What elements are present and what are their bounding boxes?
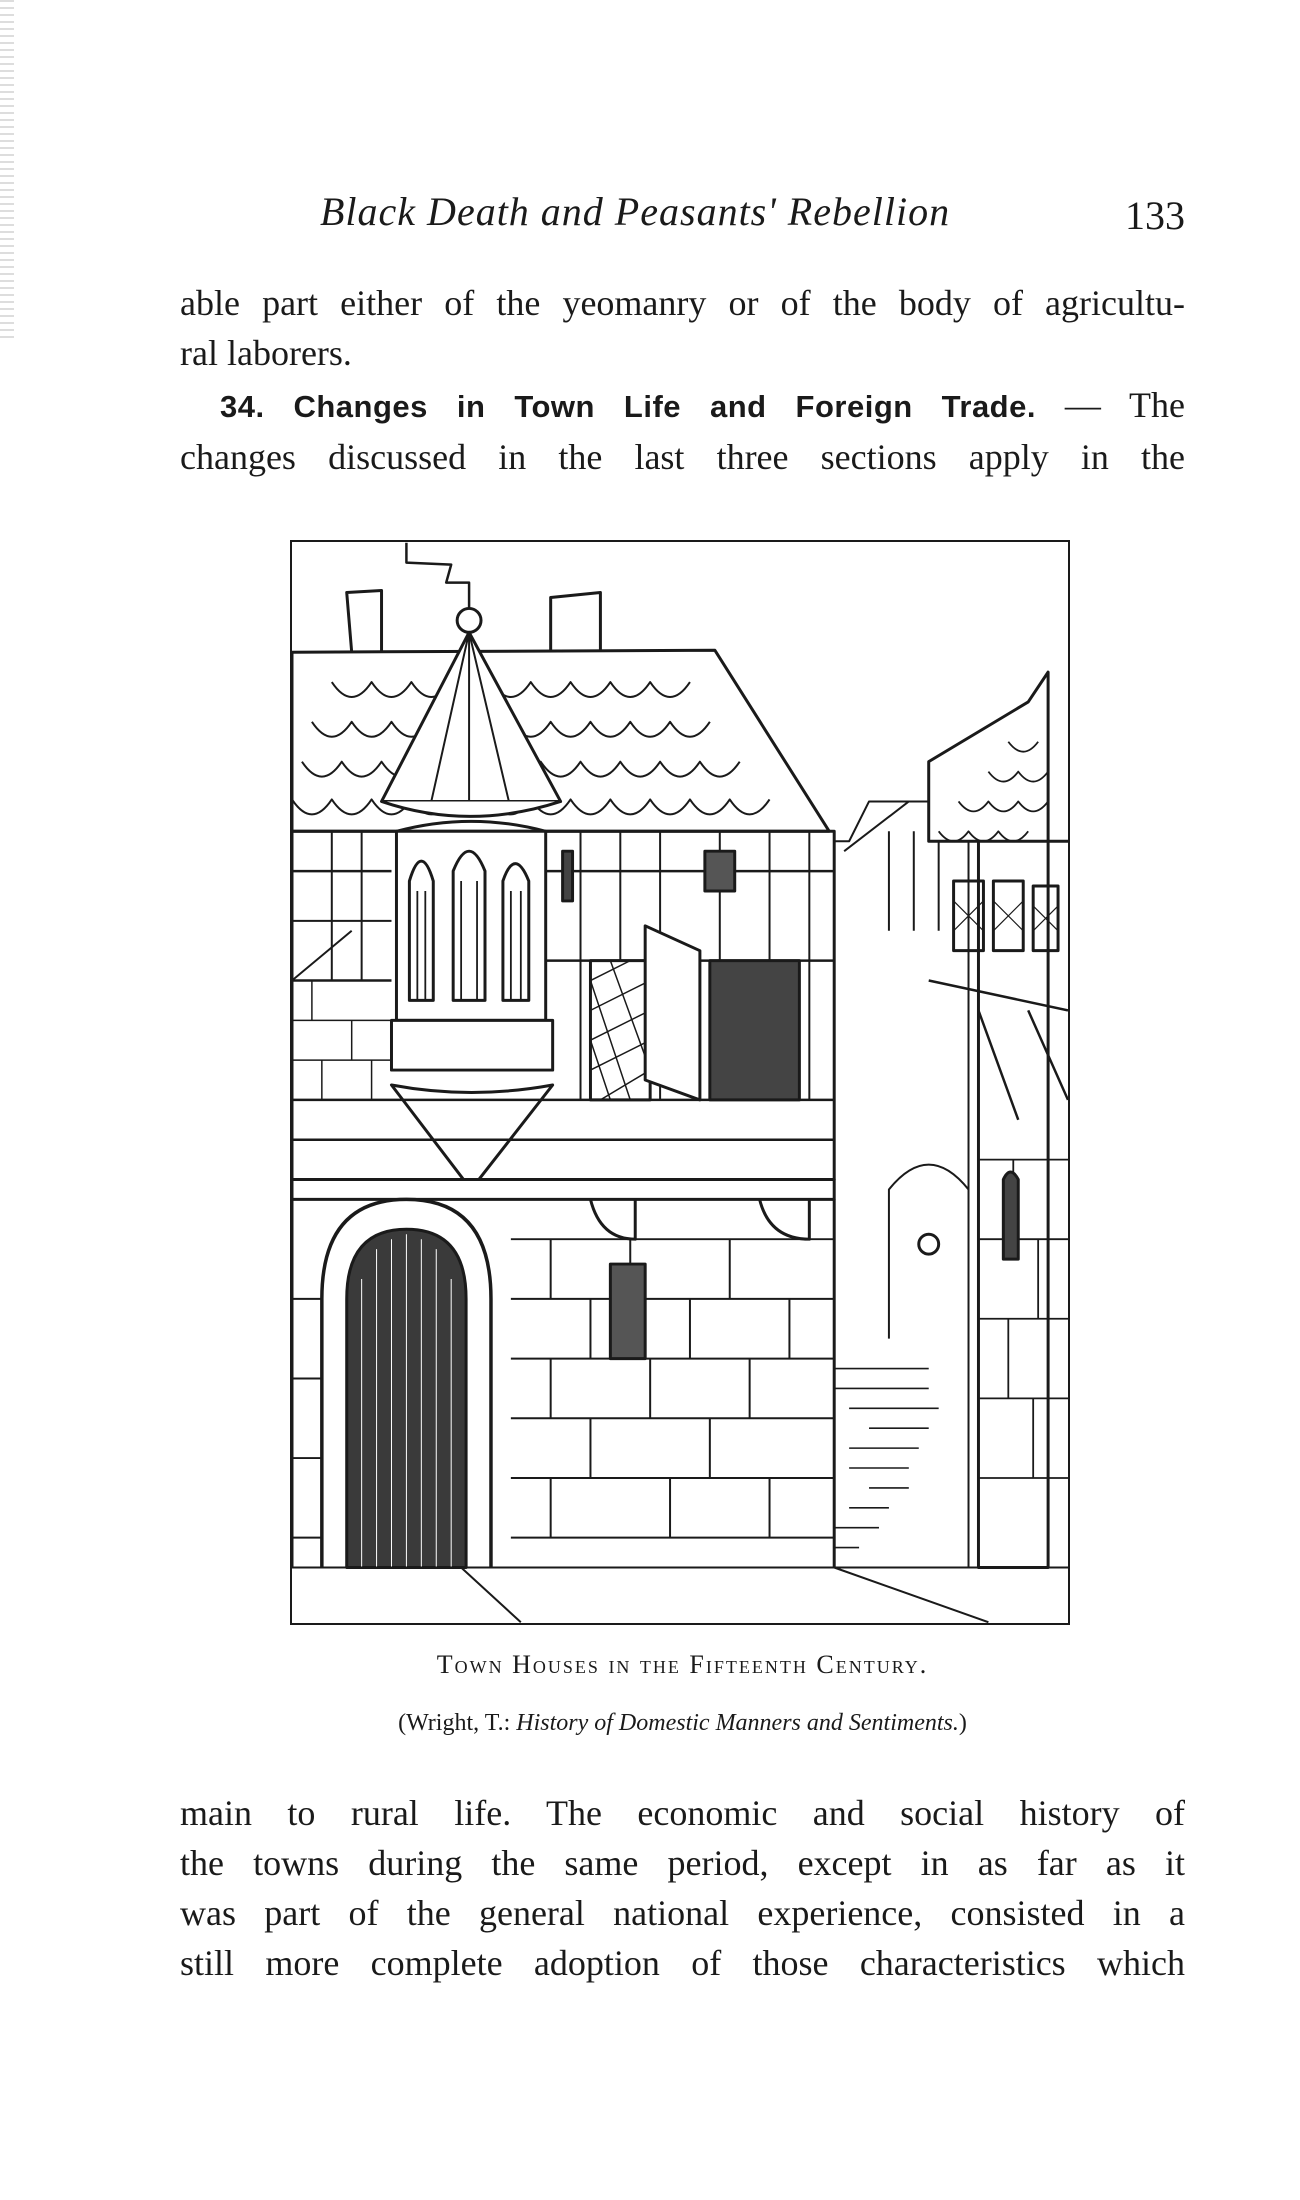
paragraph-continuation [180,278,1185,378]
figure-source-citation [180,1710,1185,1737]
section-title: Changes in Town Life and Foreign Trade. [293,389,1036,424]
page-number: 133 [1125,193,1185,238]
text-line: was part of the general national experience, consisted in a [180,1893,1185,1933]
text-line: changes discussed in the last three sections apply in the [180,437,1185,477]
running-head [180,188,1185,238]
text-line: able part either of the yeomanry or of the body of agricultu- [180,283,1185,323]
text-fragment: — The [1064,385,1185,425]
text-line: the towns during the same period, except in as far as it [180,1843,1185,1883]
town-houses-engraving [292,542,1068,1623]
text-line: still more complete adoption of those characteristics which [180,1943,1185,1983]
scan-edge-artifact [0,0,14,340]
section-paragraph [180,380,1185,482]
figure-illustration [290,540,1070,1625]
section-number: 34. [220,389,265,424]
text-line: main to rural life. The economic and social history of [180,1793,1185,1833]
source-author: (Wright, T.: [398,1710,517,1736]
figure-caption: Town Houses in the Fifteenth Century. [436,1650,929,1679]
running-title: Black Death and Peasants' Rebellion [320,189,951,234]
paragraph-continued [180,1788,1185,1988]
text-line: ral laborers. [180,333,352,373]
source-close: ) [958,1710,967,1736]
section-heading-line [180,380,1185,432]
source-title: History of Domestic Manners and Sentiments. [516,1710,959,1736]
